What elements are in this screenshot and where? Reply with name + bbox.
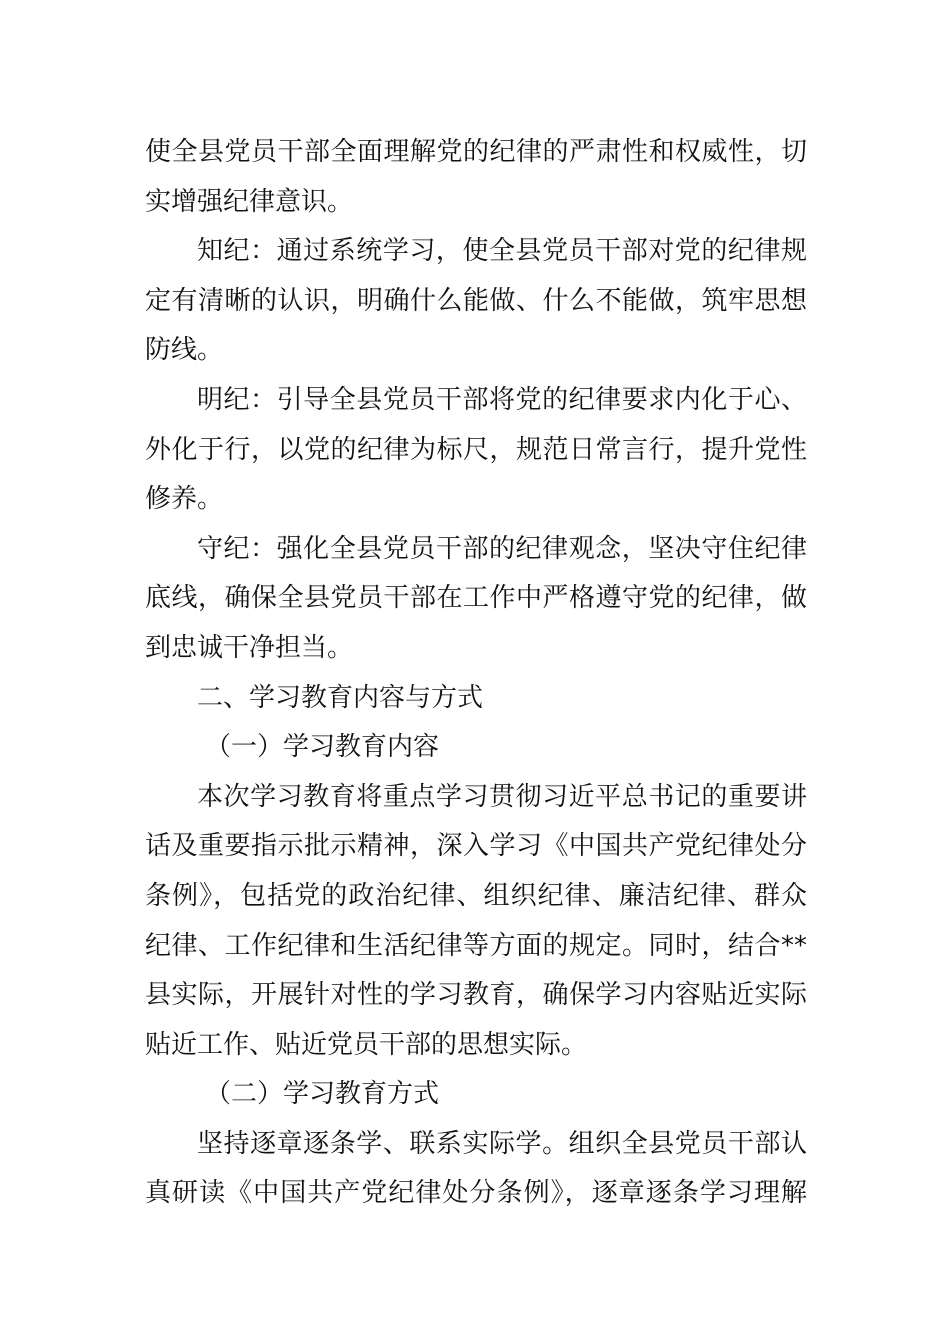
text-line: 到忠诚干净担当。 [145, 632, 354, 663]
text-line: 实增强纪律意识。 [145, 186, 354, 217]
paragraph-method [145, 1120, 807, 1219]
subsection-heading-text: （一）学习教育内容 [205, 732, 440, 763]
paragraph-continuation [145, 128, 807, 227]
paragraph-mingji [145, 376, 807, 525]
document-body [145, 128, 807, 1219]
paragraph-zhiji [145, 227, 807, 376]
text-line: 外化于行，以党的纪律为标尺，规范日常言行，提升党性 [145, 434, 807, 465]
text-line: 话及重要指示批示精神，深入学习《中国共产党纪律处分 [145, 831, 807, 862]
subsection-heading-method [145, 1070, 807, 1120]
text-line: 明纪：引导全县党员干部将党的纪律要求内化于心、 [197, 384, 807, 415]
text-line: 县实际，开展针对性的学习教育，确保学习内容贴近实际 [145, 980, 807, 1011]
text-line: 本次学习教育将重点学习贯彻习近平总书记的重要讲 [197, 781, 807, 812]
paragraph-content [145, 773, 807, 1071]
subsection-heading-text: （二）学习教育方式 [205, 1079, 440, 1110]
text-line: 防线。 [145, 335, 224, 366]
text-line: 底线，确保全县党员干部在工作中严格遵守党的纪律，做 [145, 583, 807, 614]
text-line: 纪律、工作纪律和生活纪律等方面的规定。同时，结合** [145, 930, 807, 961]
text-line: 定有清晰的认识，明确什么能做、什么不能做，筑牢思想 [145, 285, 807, 316]
text-line: 贴近工作、贴近党员干部的思想实际。 [145, 1029, 588, 1060]
paragraph-shouji [145, 525, 807, 674]
text-line: 真研读《中国共产党纪律处分条例》，逐章逐条学习理解 [145, 1178, 807, 1209]
section-heading-text: 二、学习教育内容与方式 [197, 682, 484, 713]
text-line: 条例》，包括党的政治纪律、组织纪律、廉洁纪律、群众 [145, 880, 807, 911]
text-line: 坚持逐章逐条学、联系实际学。组织全县党员干部认 [197, 1128, 807, 1159]
text-line: 修养。 [145, 484, 224, 515]
text-line: 知纪：通过系统学习，使全县党员干部对党的纪律规 [197, 236, 807, 267]
section-heading [145, 674, 807, 724]
text-line: 使全县党员干部全面理解党的纪律的严肃性和权威性，切 [145, 137, 807, 167]
text-line: 守纪：强化全县党员干部的纪律观念，坚决守住纪律 [197, 533, 807, 564]
subsection-heading-content [145, 723, 807, 773]
